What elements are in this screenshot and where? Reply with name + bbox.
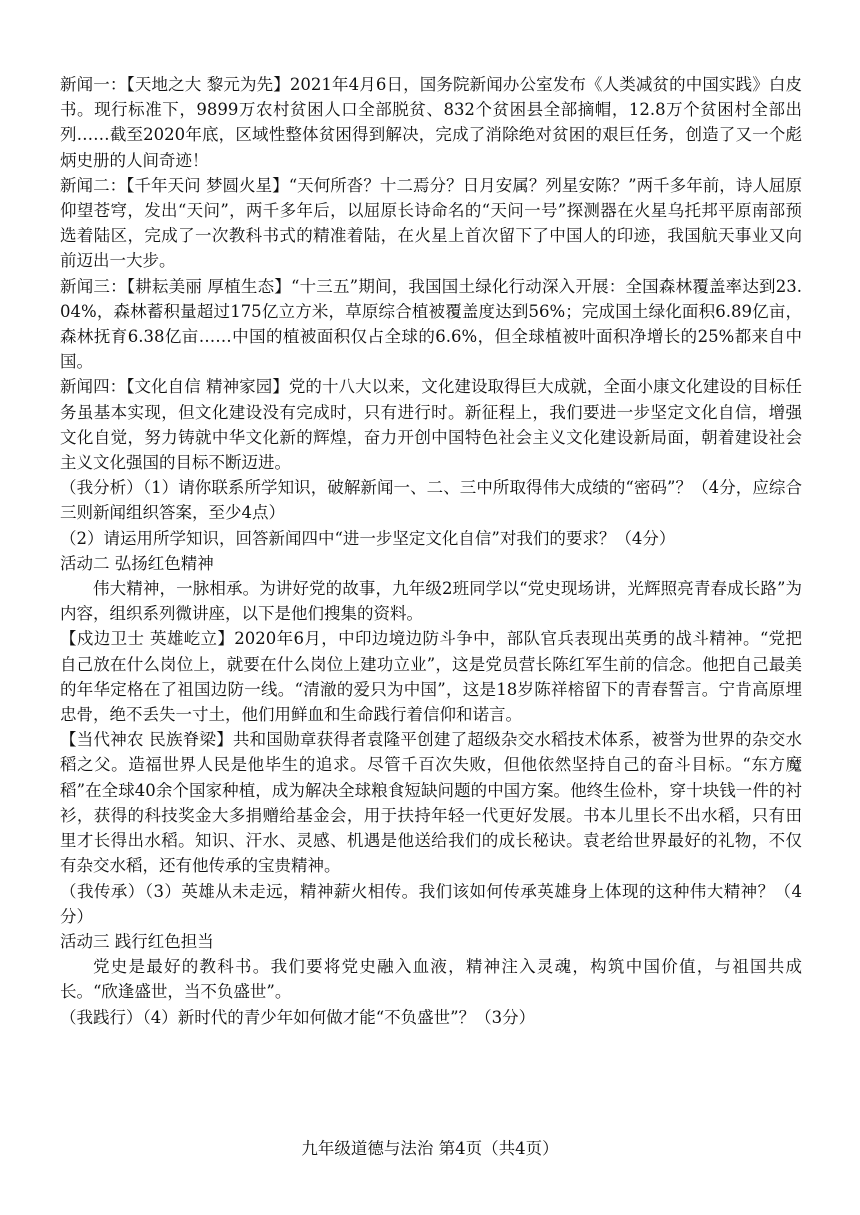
activity-2-intro: 伟大精神，一脉相承。为讲好党的故事，九年级2班同学以“党史现场讲，光辉照亮青春成长路”为内容，组织系列微讲座，以下是他们搜集的资料。 (60, 579, 802, 624)
question-2: （2）请运用所学知识，回答新闻四中“进一步坚定文化自信”对我们的要求？（4分） (60, 528, 676, 548)
activity-3-heading: 活动三 践行红色担当 (60, 931, 214, 951)
question-3: （我传承）（3）英雄从未走远，精神薪火相传。我们该如何传承英雄身上体现的这种伟大精神？（4分） (60, 881, 802, 926)
question-1: （我分析）（1）请你联系所学知识，破解新闻一、二、三中所取得伟大成绩的“密码”？（4分，应综合三则新闻组织答案，至少4点） (60, 478, 802, 523)
document-body (60, 72, 802, 1030)
news-1: 新闻一：【天地之大 黎元为先】2021年4月6日，国务院新闻办公室发布《人类减贫的中国实践》白皮书。现行标准下，9899万农村贫困人口全部脱贫、832个贫困县全部摘帽，12.8万个贫困村全部出列……截至2020年底，区域性整体贫困得到解决，完成了消除绝对贫困的艰巨任务，创造了又一个彪炳史册的人间奇迹！ (60, 75, 802, 170)
news-2: 新闻二：【千年天问 梦圆火星】“天何所沓？十二焉分？日月安属？列星安陈？”两千多年前，诗人屈原仰望苍穹，发出“天问”，两千多年后，以屈原长诗命名的“天问一号”探测器在火星乌托邦平原南部预选着陆区，完成了一次教科书式的精准着陆，在火星上首次留下了中国人的印迹，我国航天事业又向前迈出一大步。 (60, 175, 802, 271)
question-4: （我践行）（4）新时代的青少年如何做才能“不负盛世”？（3分） (60, 1007, 536, 1027)
activity-2-heading: 活动二 弘扬红色精神 (60, 553, 214, 573)
material-yuan-longping: 【当代神农 民族脊梁】共和国勋章获得者袁隆平创建了超级杂交水稻技术体系，被誉为世界的杂交水稻之父。造福世界人民是他毕生的追求。尽管千百次失败，但他依然坚持自己的奋斗目标。“东方魔稻”在全球40余个国家种植，成为解决全球粮食短缺问题的中国方案。他终生俭朴，穿十块钱一件的衬衫，获得的科技奖金大多捐赠给基金会，用于扶持年轻一代更好发展。书本儿里长不出水稻，只有田里才长得出水稻。知识、汗水、灵感、机遇是他送给我们的成长秘诀。袁老给世界最好的礼物，不仅有杂交水稻，还有他传承的宝贵精神。 (60, 730, 802, 876)
material-border-guards: 【戍边卫士 英雄屹立】2020年6月，中印边境边防斗争中，部队官兵表现出英勇的战斗精神。“党把自己放在什么岗位上，就要在什么岗位上建功立业”，这是党员营长陈红军生前的信念。他把自己最美的年华定格在了祖国边防一线。“清澈的爱只为中国”，这是18岁陈祥榕留下的青春誓言。宁肯高原埋忠骨，绝不丢失一寸土，他们用鲜血和生命践行着信仰和诺言。 (60, 629, 802, 725)
activity-3-intro: 党史是最好的教科书。我们要将党史融入血液，精神注入灵魂，构筑中国价值，与祖国共成长。“欣逢盛世，当不负盛世”。 (60, 957, 802, 1002)
news-4: 新闻四：【文化自信 精神家园】党的十八大以来，文化建设取得巨大成就，全面小康文化建设的目标任务虽基本实现，但文化建设没有完成时，只有进行时。新征程上，我们要进一步坚定文化自信，增强文化自觉，努力铸就中华文化新的辉煌，奋力开创中国特色社会主义文化建设新局面，朝着建设社会主义文化强国的目标不断迈进。 (60, 377, 802, 473)
page-footer: 九年级道德与法治 第4页（共4页） (301, 1139, 559, 1158)
news-3: 新闻三：【耕耘美丽 厚植生态】“十三五”期间，我国国土绿化行动深入开展：全国森林覆盖率达到23.04%，森林蓄积量超过175亿立方米，草原综合植被覆盖度达到56%；完成国土绿化面积6.89亿亩，森林抚育6.38亿亩……中国的植被面积仅占全球的6.6%，但全球植被叶面积净增长的25%都来自中国。 (60, 276, 802, 372)
